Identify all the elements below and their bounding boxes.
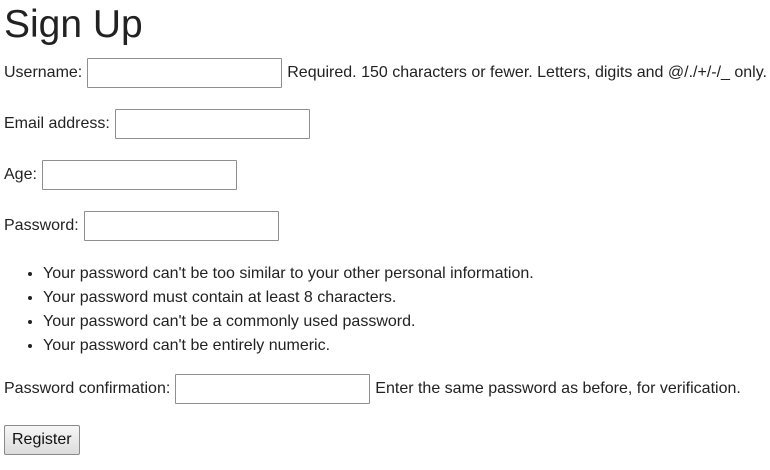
username-label: Username: xyxy=(4,64,83,81)
password-rule-item: • Your password can't be entirely numeric. xyxy=(43,334,534,358)
username-input[interactable] xyxy=(87,58,282,88)
email-label: Email address: xyxy=(4,115,110,132)
email-input[interactable] xyxy=(115,109,310,139)
username-row xyxy=(4,58,767,88)
password-confirmation-label: Password confirmation: xyxy=(4,380,171,397)
password-rule-item: • Your password can't be a commonly used password. xyxy=(43,310,534,334)
password-rules-list xyxy=(4,262,534,358)
age-row xyxy=(4,160,237,190)
password-confirmation-input[interactable] xyxy=(175,374,370,404)
password-rule-item: • Your password can't be too similar to your other personal information. xyxy=(43,262,534,286)
email-row xyxy=(4,109,310,139)
register-button[interactable]: Register xyxy=(4,425,80,455)
username-help-text: Required. 150 characters or fewer. Letters, digits and @/./+/-/_ only. xyxy=(287,64,767,81)
password-confirmation-help-text: Enter the same password as before, for verification. xyxy=(375,380,741,397)
password-confirmation-row xyxy=(4,374,741,404)
age-input[interactable] xyxy=(42,160,237,190)
page-title: Sign Up xyxy=(4,3,143,46)
password-row xyxy=(4,211,279,241)
password-rule-item: • Your password must contain at least 8 characters. xyxy=(43,286,534,310)
password-label: Password: xyxy=(4,217,79,234)
password-input[interactable] xyxy=(84,211,279,241)
age-label: Age: xyxy=(4,166,37,183)
